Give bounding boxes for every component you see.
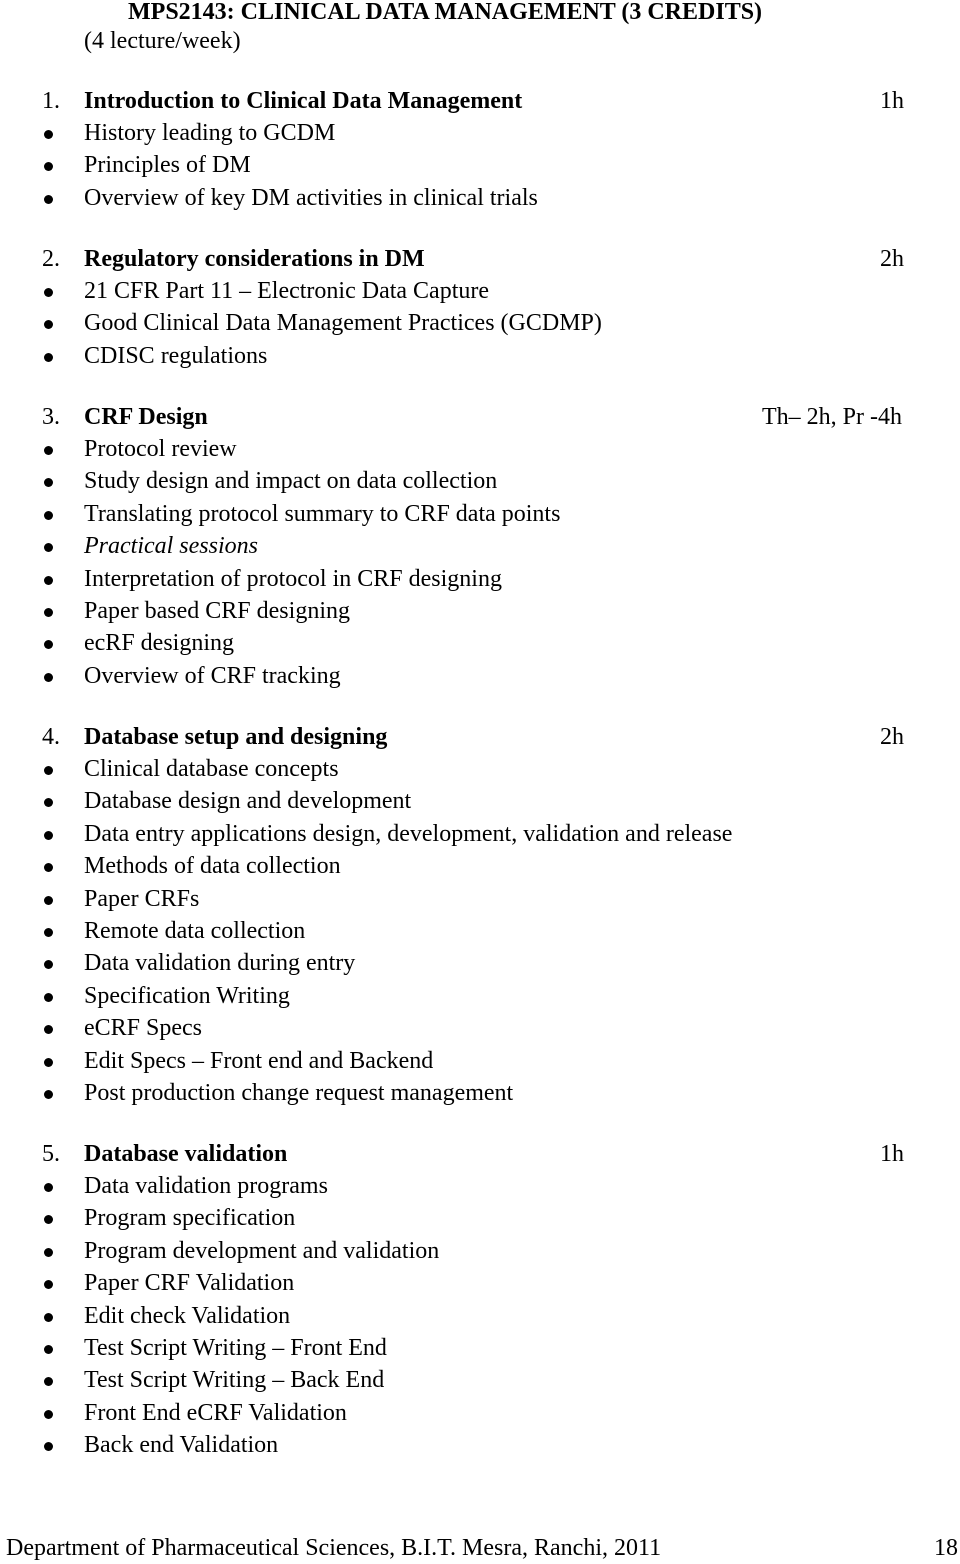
list-item-text: 21 CFR Part 11 – Electronic Data Capture	[84, 278, 490, 304]
list-item-text: Protocol review	[84, 436, 237, 462]
list-item-text: Methods of data collection	[84, 853, 341, 880]
bullet-icon	[44, 1410, 53, 1419]
list-item-text: Data entry applications design, development, validation and release	[84, 820, 733, 847]
list-item	[0, 1170, 960, 1202]
list-item-text: Translating protocol summary to CRF data points	[84, 500, 561, 527]
list-item	[0, 818, 960, 850]
list-item	[0, 980, 960, 1012]
list-item	[0, 753, 960, 785]
list-item	[0, 465, 960, 497]
section-number: 1.	[42, 88, 60, 114]
list-item-text: eCRF Specs	[84, 1015, 203, 1042]
list-item-text: Edit Specs – Front end and Backend	[84, 1047, 434, 1074]
list-item	[0, 1364, 960, 1396]
list-item	[0, 1202, 960, 1234]
list-item	[0, 307, 960, 339]
bullet-icon	[44, 1248, 53, 1257]
bullet-icon	[44, 1280, 53, 1289]
list-item-text: Paper based CRF designing	[84, 597, 350, 624]
list-item-text: Back end Validation	[84, 1432, 279, 1459]
list-item	[0, 947, 960, 979]
list-item	[0, 1045, 960, 1077]
bullet-icon	[44, 1377, 53, 1386]
bullet-icon	[44, 831, 53, 840]
page-title: MPS2143: CLINICAL DATA MANAGEMENT (3 CREDITS)	[128, 0, 763, 25]
section-title: Regulatory considerations in DM	[84, 246, 425, 272]
section-number: 4.	[42, 724, 60, 750]
section-heading	[0, 1138, 960, 1170]
list-item	[0, 182, 960, 214]
list-item-text: Program development and validation	[84, 1237, 440, 1264]
list-item-text: Edit check Validation	[84, 1302, 291, 1329]
bullet-icon	[44, 798, 53, 807]
section-hours: 1h	[880, 88, 904, 114]
list-item-text: Paper CRF Validation	[84, 1270, 295, 1297]
bullet-icon	[44, 1090, 53, 1099]
bullet-icon	[44, 511, 53, 520]
list-item	[0, 883, 960, 915]
list-item	[0, 850, 960, 882]
list-item-text: Specification Writing	[84, 982, 290, 1009]
list-item-text: Overview of CRF tracking	[84, 662, 341, 689]
page-footer	[6, 1532, 960, 1564]
list-item	[0, 275, 960, 307]
bullet-icon	[44, 162, 53, 171]
section-hours: 1h	[880, 1141, 904, 1167]
bullet-icon	[44, 640, 53, 649]
list-item	[0, 1332, 960, 1364]
list-item-text: Post production change request management	[84, 1079, 514, 1106]
bullet-icon	[44, 1442, 53, 1451]
list-item	[0, 530, 960, 562]
section-title: Introduction to Clinical Data Management	[84, 88, 523, 114]
list-item	[0, 1235, 960, 1267]
topic-list	[0, 753, 960, 1109]
list-item	[0, 595, 960, 627]
list-item-text: Test Script Writing – Front End	[84, 1334, 387, 1361]
section-hours: Th– 2h, Pr -4h	[762, 404, 902, 430]
bullet-icon	[44, 766, 53, 775]
list-item	[0, 660, 960, 692]
bullet-icon	[44, 576, 53, 585]
list-item-text: Principles of DM	[84, 152, 251, 179]
topic-list	[0, 433, 960, 692]
list-item	[0, 627, 960, 659]
bullet-icon	[44, 446, 53, 455]
section-number: 3.	[42, 404, 60, 430]
list-item-text: Interpretation of protocol in CRF designing	[84, 565, 502, 592]
bullet-icon	[44, 928, 53, 937]
list-item-text: Paper CRFs	[84, 885, 200, 912]
bullet-icon	[44, 673, 53, 682]
list-item-text: Clinical database concepts	[84, 756, 339, 782]
list-item	[0, 1300, 960, 1332]
topic-list	[0, 117, 960, 214]
section-number: 5.	[42, 1141, 60, 1167]
section-1	[0, 85, 960, 214]
bullet-icon	[44, 1215, 53, 1224]
list-item-text: Good Clinical Data Management Practices (GCDMP)	[84, 310, 602, 337]
list-item	[0, 1012, 960, 1044]
topic-list	[0, 1170, 960, 1462]
list-item	[0, 433, 960, 465]
bullet-icon	[44, 1313, 53, 1322]
bullet-icon	[44, 478, 53, 487]
bullet-icon	[44, 1025, 53, 1034]
list-item	[0, 1429, 960, 1461]
list-item-text: Test Script Writing – Back End	[84, 1367, 385, 1394]
list-item-text: Remote data collection	[84, 917, 306, 944]
bullet-icon	[44, 1345, 53, 1354]
bullet-icon	[44, 288, 53, 297]
section-number: 2.	[42, 246, 60, 272]
list-item	[0, 785, 960, 817]
list-item	[0, 1077, 960, 1109]
topic-list	[0, 275, 960, 372]
list-item	[0, 498, 960, 530]
bullet-icon	[44, 543, 53, 552]
bullet-icon	[44, 960, 53, 969]
list-item	[0, 915, 960, 947]
bullet-icon	[44, 1058, 53, 1067]
list-item	[0, 1267, 960, 1299]
bullet-icon	[44, 195, 53, 204]
section-heading	[0, 85, 960, 117]
section-title: CRF Design	[84, 404, 208, 430]
section-3	[0, 401, 960, 692]
section-2	[0, 243, 960, 372]
page-number: 18	[934, 1535, 958, 1561]
section-heading	[0, 401, 960, 433]
list-item-text: History leading to GCDM	[84, 120, 336, 146]
list-item-text: Front End eCRF Validation	[84, 1399, 347, 1426]
list-item	[0, 1397, 960, 1429]
list-item-text: CDISC regulations	[84, 342, 268, 369]
bullet-icon	[44, 353, 53, 362]
section-title: Database validation	[84, 1141, 288, 1167]
section-4	[0, 721, 960, 1109]
bullet-icon	[44, 863, 53, 872]
list-item-text: Data validation programs	[84, 1173, 328, 1199]
section-title: Database setup and designing	[84, 724, 388, 750]
bullet-icon	[44, 608, 53, 617]
list-item	[0, 563, 960, 595]
section-heading	[0, 721, 960, 753]
bullet-icon	[44, 896, 53, 905]
section-5	[0, 1138, 960, 1462]
bullet-icon	[44, 130, 53, 139]
section-heading	[0, 243, 960, 275]
list-item-text: Practical sessions	[84, 533, 258, 560]
section-hours: 2h	[880, 246, 904, 272]
list-item	[0, 117, 960, 149]
list-item	[0, 149, 960, 181]
section-hours: 2h	[880, 724, 904, 750]
list-item-text: Overview of key DM activities in clinical trials	[84, 184, 538, 211]
list-item-text: Data validation during entry	[84, 950, 356, 977]
list-item	[0, 340, 960, 372]
bullet-icon	[44, 993, 53, 1002]
list-item-text: Study design and impact on data collection	[84, 468, 498, 495]
footer-text: Department of Pharmaceutical Sciences, B.I.T. Mesra, Ranchi, 2011	[6, 1535, 662, 1561]
bullet-icon	[44, 1183, 53, 1192]
list-item-text: ecRF designing	[84, 630, 234, 657]
list-item-text: Program specification	[84, 1205, 296, 1232]
page-subtitle: (4 lecture/week)	[84, 28, 241, 54]
list-item-text: Database design and development	[84, 788, 412, 815]
bullet-icon	[44, 320, 53, 329]
